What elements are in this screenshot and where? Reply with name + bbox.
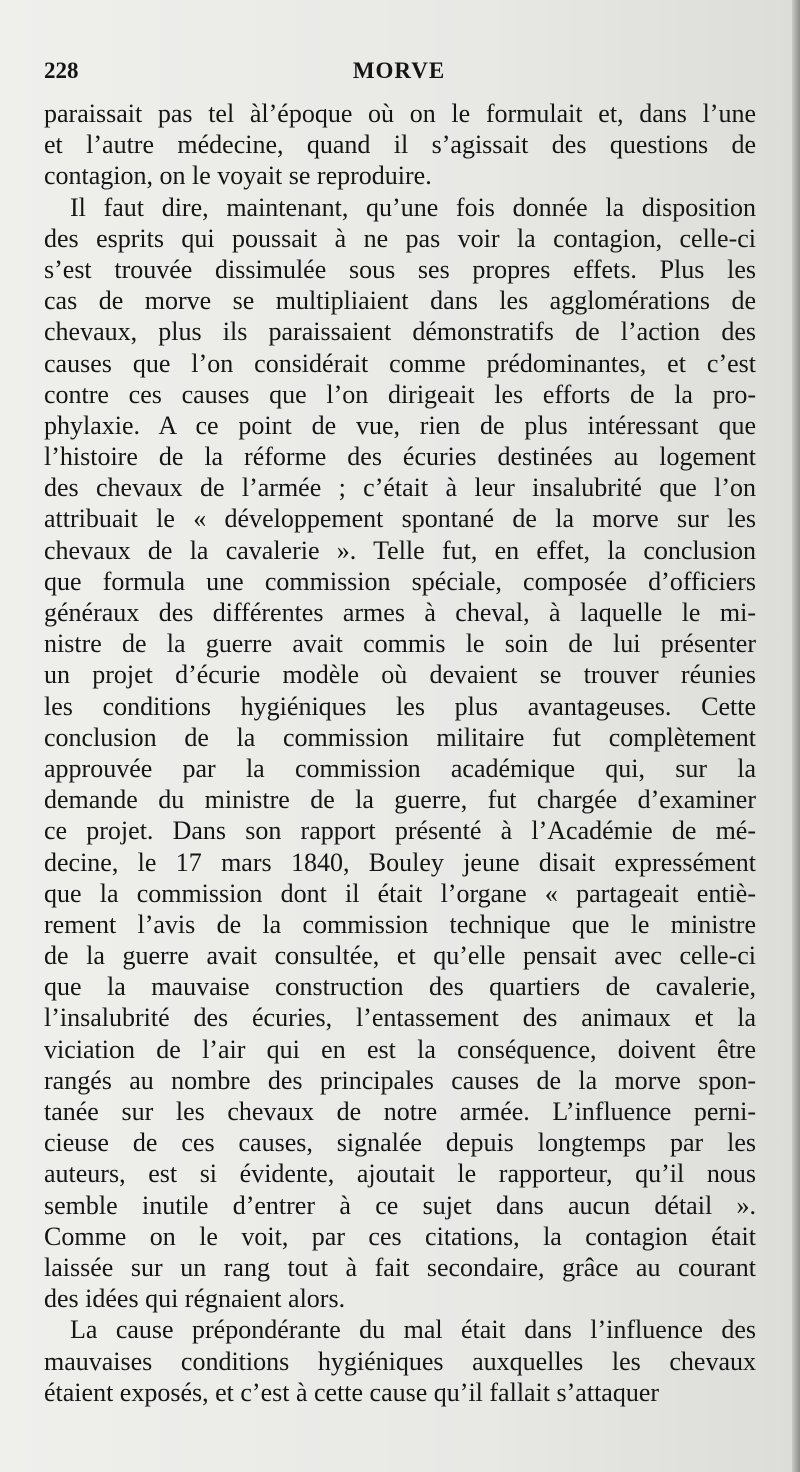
text-line: nistre de la guerre avait commis le soin de lui présenter bbox=[44, 629, 756, 659]
paragraph bbox=[44, 98, 756, 192]
text-line: viciation de l’air qui en est la conséquence, doivent être bbox=[44, 1034, 756, 1064]
text-line: attribuait le « développement spontané de la morve sur les bbox=[44, 504, 756, 534]
text-line: des esprits qui poussait à ne pas voir la contagion, celle-ci bbox=[44, 223, 756, 253]
text-line: Comme on le voit, par ces citations, la contagion était bbox=[44, 1221, 756, 1251]
text-line: que la mauvaise construction des quartiers de cavalerie, bbox=[44, 972, 756, 1002]
text-line: un projet d’écurie modèle où devaient se trouver réunies bbox=[44, 660, 756, 690]
text-line: généraux des différentes armes à cheval, à laquelle le mi- bbox=[44, 598, 756, 627]
text-line: que formula une commission spéciale, composée d’officiers bbox=[44, 566, 756, 596]
text-line: Il faut dire, maintenant, qu’une fois donnée la disposition bbox=[70, 192, 756, 222]
text-line: de la guerre avait consultée, et qu’elle pensait avec celle-ci bbox=[44, 941, 756, 971]
text-line: conclusion de la commission militaire fut complètement bbox=[44, 722, 756, 752]
paragraph bbox=[44, 1314, 756, 1408]
text-line: cas de morve se multipliaient dans les agglomérations de bbox=[44, 286, 756, 316]
text-line: chevaux, plus ils paraissaient démonstratifs de l’action des bbox=[44, 317, 756, 347]
text-line: demande du ministre de la guerre, fut chargée d’examiner bbox=[44, 785, 756, 815]
text-line: étaient exposés, et c’est à cette cause qu’il fallait s’attaquer bbox=[44, 1377, 660, 1407]
text-line: des idées qui régnaient alors. bbox=[44, 1284, 346, 1314]
body-text bbox=[44, 98, 756, 1408]
text-line: s’est trouvée dissimulée sous ses propres effets. Plus les bbox=[44, 254, 756, 284]
text-line: approuvée par la commission académique qui, sur la bbox=[44, 753, 756, 783]
text-line: l’insalubrité des écuries, l’entassement des animaux et la bbox=[44, 1003, 756, 1033]
text-line: chevaux de la cavalerie ». Telle fut, en effet, la conclusion bbox=[44, 535, 756, 565]
text-line: ce projet. Dans son rapport présenté à l’Académie de mé- bbox=[44, 816, 756, 846]
text-line: rement l’avis de la commission technique que le ministre bbox=[44, 909, 756, 939]
page-number: 228 bbox=[44, 58, 79, 83]
text-line: contre ces causes que l’on dirigeait les efforts de la pro- bbox=[44, 379, 756, 409]
text-line: causes que l’on considérait comme prédominantes, et c’est bbox=[44, 348, 756, 378]
text-line: cieuse de ces causes, signalée depuis longtemps par les bbox=[44, 1128, 756, 1158]
page-header bbox=[44, 58, 754, 88]
text-line: semble inutile d’entrer à ce sujet dans aucun détail ». bbox=[44, 1190, 756, 1220]
text-line: que la commission dont il était l’organe « partageait entiè- bbox=[44, 878, 756, 908]
text-line: decine, le 17 mars 1840, Bouley jeune disait expressément bbox=[44, 847, 756, 877]
text-line: auteurs, est si évidente, ajoutait le rapporteur, qu’il nous bbox=[44, 1159, 756, 1189]
text-line: mauvaises conditions hygiéniques auxquelles les chevaux bbox=[44, 1346, 756, 1376]
running-title: MORVE bbox=[352, 58, 446, 83]
text-line: paraissait pas tel àl’époque où on le formulait et, dans l’une bbox=[44, 99, 756, 128]
text-line: et l’autre médecine, quand il s’agissait des questions de bbox=[44, 130, 756, 160]
text-line: contagion, on le voyait se reproduire. bbox=[44, 161, 432, 191]
page-edge-shadow bbox=[792, 0, 800, 1472]
text-line: des chevaux de l’armée ; c’était à leur insalubrité que l’on bbox=[44, 473, 756, 503]
text-line: les conditions hygiéniques les plus avantageuses. Cette bbox=[44, 691, 756, 721]
text-line: laissée sur un rang tout à fait secondaire, grâce au courant bbox=[44, 1252, 756, 1282]
text-line: La cause prépondérante du mal était dans l’influence des bbox=[70, 1315, 756, 1345]
text-line: l’histoire de la réforme des écuries destinées au logement bbox=[44, 442, 756, 472]
paragraph bbox=[44, 192, 756, 1315]
text-line: tanée sur les chevaux de notre armée. L’influence perni- bbox=[44, 1097, 756, 1126]
text-line: phylaxie. A ce point de vue, rien de plus intéressant que bbox=[44, 410, 756, 440]
text-line: rangés au nombre des principales causes de la morve spon- bbox=[44, 1065, 756, 1095]
